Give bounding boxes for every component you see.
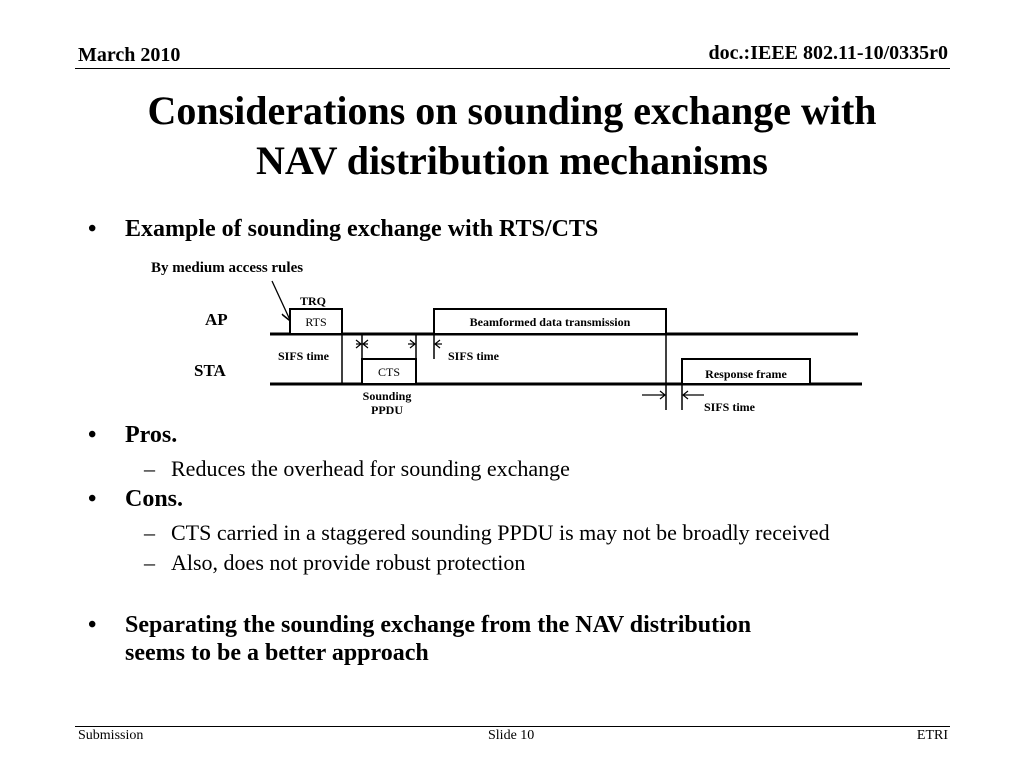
- bullet-pros-text: Pros.: [125, 422, 178, 448]
- sifs-label-1: SIFS time: [278, 349, 329, 363]
- response-label: Response frame: [705, 367, 787, 381]
- sifs-label-2: SIFS time: [448, 349, 499, 363]
- sta-label: STA: [194, 361, 226, 380]
- sub-dash: –: [144, 456, 155, 481]
- conclusion-line-1: Separating the sounding exchange from the NAV distribution: [125, 612, 752, 638]
- footer-submission: Submission: [78, 728, 144, 743]
- bullet-cons-text: Cons.: [125, 486, 184, 512]
- cts-label: CTS: [377, 365, 401, 379]
- title-line-2: NAV distribution mechanisms: [256, 138, 768, 183]
- rts-label: RTS: [305, 315, 327, 329]
- ap-label: AP: [205, 310, 228, 329]
- pros-item-1-text: Reduces the overhead for sounding exchange: [171, 456, 570, 481]
- header-divider: [75, 68, 950, 69]
- sounding-exchange-diagram: [0, 250, 1024, 430]
- bullet-dot: •: [88, 612, 97, 638]
- bullet-dot: •: [88, 216, 97, 242]
- trq-label: TRQ: [300, 294, 327, 308]
- diagram-note: By medium access rules: [151, 260, 304, 276]
- title-line-1: Considerations on sounding exchange with: [147, 88, 877, 133]
- header-doc-id: doc.:IEEE 802.11-10/0335r0: [708, 42, 948, 64]
- sub-dash: –: [144, 550, 155, 575]
- footer-org: ETRI: [916, 728, 948, 743]
- bullet-dot: •: [88, 486, 97, 512]
- bullet-example-text: Example of sounding exchange with RTS/CTS: [125, 216, 599, 242]
- note-pointer-arrow: [272, 281, 290, 320]
- sounding-label-1: Sounding: [362, 389, 412, 403]
- conclusion-line-2: seems to be a better approach: [125, 640, 429, 666]
- beamformed-label: Beamformed data transmission: [469, 315, 631, 329]
- sifs-label-3: SIFS time: [704, 400, 755, 414]
- cons-item-1-text: CTS carried in a staggered sounding PPDU is may not be broadly received: [171, 520, 830, 545]
- footer-divider: [75, 726, 950, 727]
- slide-title: [60, 86, 964, 186]
- cons-item-2-text: Also, does not provide robust protection: [171, 550, 526, 575]
- sub-dash: –: [144, 520, 155, 545]
- header-date: March 2010: [78, 44, 181, 66]
- bullet-dot: •: [88, 422, 97, 448]
- footer-slide-number: Slide 10: [488, 728, 535, 743]
- sounding-label-2: PPDU: [371, 403, 403, 417]
